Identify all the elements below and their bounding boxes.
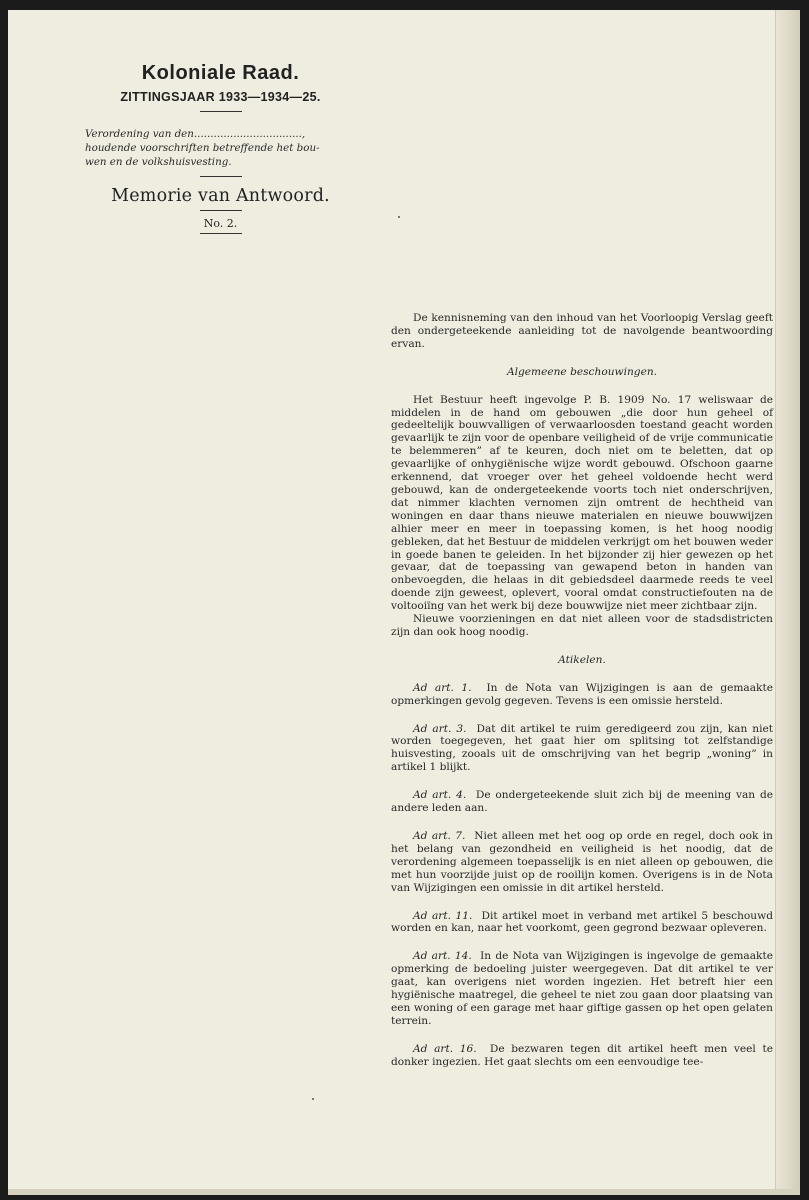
article-paragraph	[391, 723, 773, 775]
article-paragraph	[391, 950, 773, 1027]
article-text: In de Nota van Wijzigingen is aan de gemaakte opmerkingen gevolg gegeven. Tevens is een omissie hersteld.	[391, 681, 773, 707]
article-paragraph	[391, 789, 773, 815]
article-text: De bezwaren tegen dit artikel heeft men veel te donker ingezien. Het gaat slechts om een eenvoudige tee-	[391, 1042, 773, 1068]
paper-speck	[398, 216, 400, 218]
divider-rule	[200, 233, 242, 234]
document-page	[8, 10, 800, 1195]
page-binding-edge	[775, 10, 800, 1195]
ordinance-line: houdende voorschriften betreffende het bou-	[85, 142, 320, 154]
article-ref: Ad art. 1.	[413, 681, 472, 694]
council-title: Koloniale Raad.	[141, 62, 300, 84]
article-ref: Ad art. 4.	[413, 789, 467, 802]
page-bottom-edge	[8, 1189, 800, 1195]
article-paragraph	[391, 682, 773, 708]
document-body	[391, 312, 773, 1084]
general-paragraph-2: Nieuwe voorzieningen en dat niet alleen voor de stadsdistricten zijn dan ook hoog noodig.	[391, 613, 773, 638]
article-text: In de Nota van Wijzigingen is ingevolge de gemaakte opmerking de bedoeling juister weergegeven. Dat dit artikel te ver gaat, kan overigens niet worden ingezien. Het betreft hier een hygiënische maatregel, die geheel te niet zou gaan door plaatsing van een woning of een garage met haar giftige gassen op het open gelaten terrein.	[391, 950, 773, 1027]
session-year: ZITTINGSJAAR 1933—1934—25.	[120, 90, 321, 104]
document-title: Memorie van Antwoord.	[111, 186, 330, 206]
article-text: Dat dit artikel te ruim geredigeerd zou zijn, kan niet worden toegegeven, het gaat hier om splitsing tot zelfstandige huisvesting, zooals uit de omschrijving van het begrip „woning” in artikel 1 blijkt.	[391, 722, 773, 774]
article-ref: Ad art. 14.	[413, 950, 472, 963]
ordinance-line: Verordening van den.................................,	[85, 128, 306, 140]
ordinance-subject	[85, 127, 363, 169]
section-heading-general: Algemeene beschouwingen.	[506, 365, 658, 378]
article-ref: Ad art. 7.	[413, 830, 466, 842]
article-text: De ondergeteekende sluit zich bij de meening van de andere leden aan.	[391, 789, 773, 815]
divider-rule	[200, 176, 242, 177]
article-paragraph	[391, 910, 773, 936]
article-ref: Ad art. 16.	[413, 1042, 477, 1055]
general-paragraph: Het Bestuur heeft ingevolge P. B. 1909 No. 17 weliswaar de middelen in de hand om gebouwen „die door hun geheel of gedeeltelijk bouwvalligen of verwaarloosden toestand geacht worden gevaarlijk te zijn voor de openbare veiligheid of de vrije communicatie te belemmeren” af te keuren, doch niet om te beletten, dat op gevaarlijke of onhygiënische wijze wordt gebouwd. Ofschoon gaarne erkennend, dat vroeger over het geheel voldoende hecht werd gebouwd, kan de ondergeteekende voorts toch niet onderschrijven, dat nimmer klachten vernomen zijn omtrent de hechtheid van woningen en daar thans nieuwe materialen en nieuwe bouwwijzen alhier meer en meer in toepassing komen, is het hoog noodig gebleken, dat het Bestuur de middelen verkrijgt om het bouwen weder in goede banen te geleiden. In het bijzonder zij hier gewezen op het gevaar, dat de toepassing van gewapend beton in handen van onbevoegden, die helaas in dit gebiedsdeel daarmede reeds te veel doende zijn geweest, oplevert, vooral omdat constructiefouten na de voltooiïng van het werk bij deze bouwwijze niet meer zichtbaar zijn.	[391, 393, 773, 613]
article-text: Dit artikel moet in verband met artikel 5 beschouwd worden en kan, naar het voorkomt, geen gegrond bezwaar opleveren.	[391, 909, 773, 935]
paper-speck	[312, 1098, 314, 1100]
article-ref: Ad art. 3.	[413, 722, 467, 735]
divider-rule	[200, 111, 242, 112]
ordinance-line: wen en de volkshuisvesting.	[85, 156, 232, 168]
section-heading-articles: Atikelen.	[558, 653, 606, 666]
document-number: No. 2.	[203, 217, 238, 230]
article-ref: Ad art. 11.	[413, 909, 473, 922]
divider-rule	[200, 210, 242, 211]
article-paragraph	[391, 830, 773, 895]
intro-paragraph: De kennisneming van den inhoud van het Voorloopig Verslag geeft den ondergeteekende aanleiding tot de navolgende beantwoording ervan.	[391, 312, 773, 350]
article-paragraph	[391, 1043, 773, 1069]
article-text: Niet alleen met het oog op orde en regel, doch ook in het belang van gezondheid en veiligheid is het noodig, dat de verordening algemeen toepasselijk is en niet alleen op gebouwen, die met hun voorzijde juist op de rooilijn komen. Overigens is in de Nota van Wijzigingen een omissie in dit artikel hersteld.	[391, 830, 773, 894]
